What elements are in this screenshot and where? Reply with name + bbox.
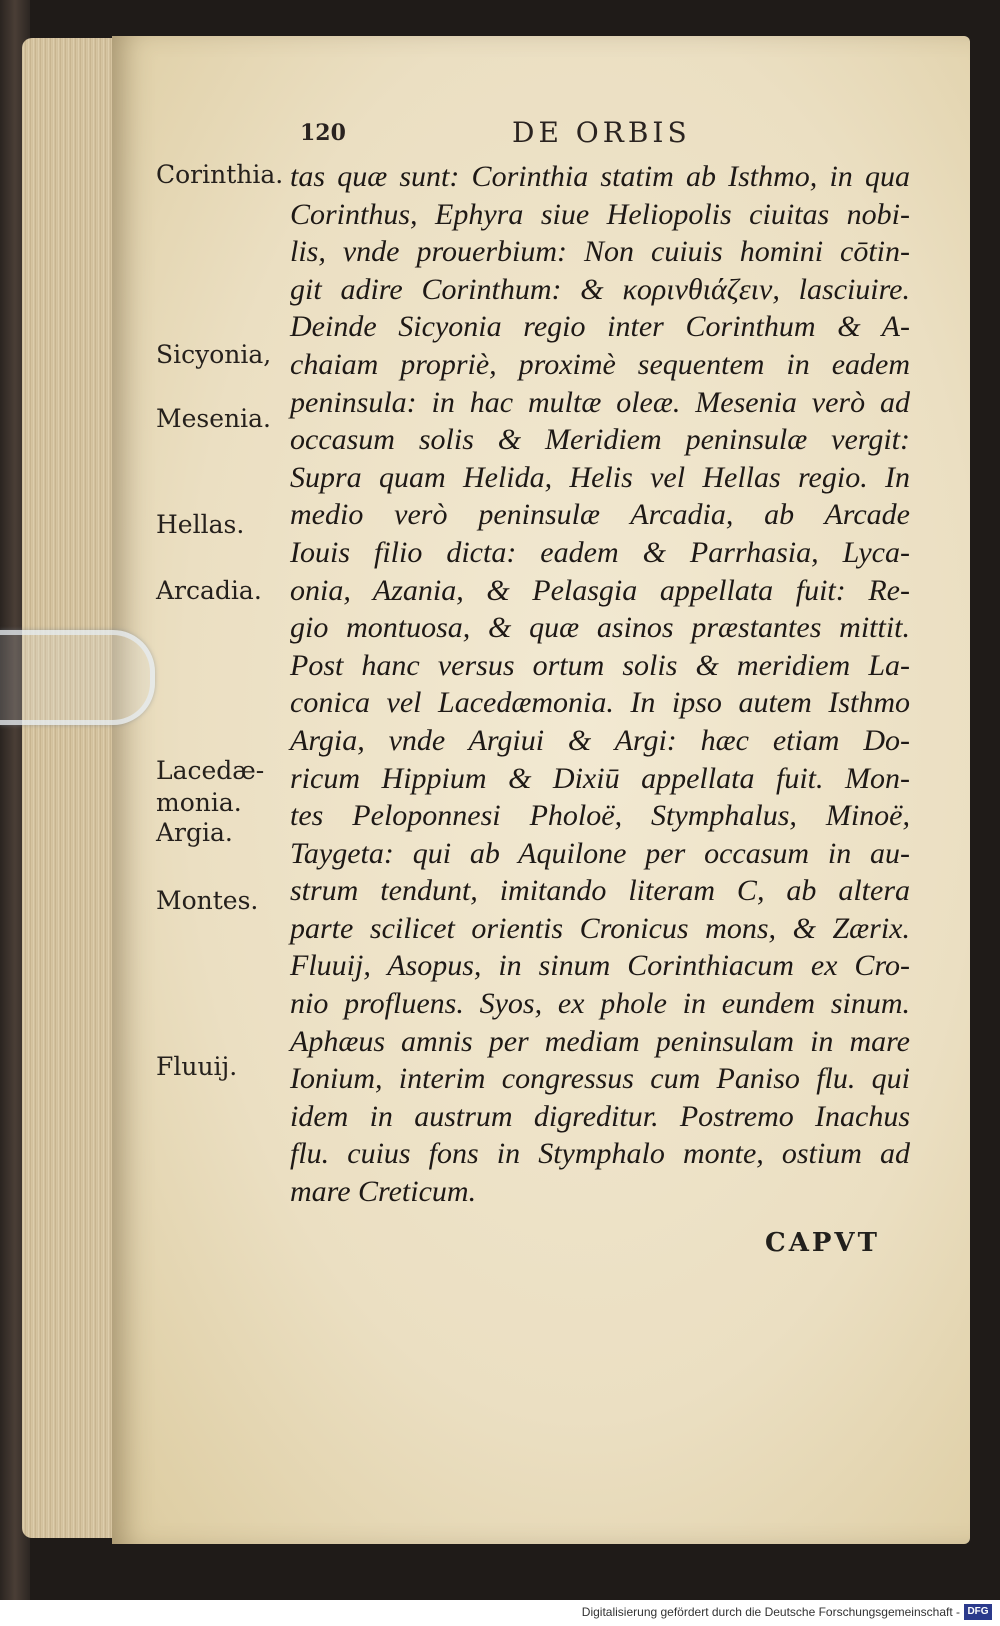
text-line: Ionium, interim congressus cum Paniso flu. qui	[290, 1062, 910, 1096]
margin-note-lacedaemonia-2: monia.	[156, 788, 242, 817]
text-line: Fluuij, Asopus, in sinum Corinthiacum ex Cro-	[290, 949, 910, 983]
text-line: git adire Corinthum: & κορινθιάζειν, lasciuire.	[290, 272, 910, 306]
text-line: Deinde Sicyonia regio inter Corinthum & A-	[290, 310, 910, 344]
margin-note-montes: Montes.	[156, 886, 259, 915]
text-line: Iouis filio dicta: eadem & Parrhasia, Lyca-	[290, 535, 910, 569]
margin-note-fluuij: Fluuij.	[156, 1052, 238, 1081]
body-text	[290, 158, 910, 1211]
page-edges	[22, 38, 114, 1538]
text-line: lis, vnde prouerbium: Non cuiuis homini cōtin-	[290, 235, 910, 269]
text-line: Supra quam Helida, Helis vel Hellas regio. In	[290, 460, 910, 494]
text-line: medio verò peninsulæ Arcadia, ab Arcade	[290, 498, 910, 532]
margin-note-corinthia: Corinthia.	[156, 160, 284, 189]
margin-note-hellas: Hellas.	[156, 510, 245, 539]
text-line: flu. cuius fons in Stymphalo monte, ostium ad	[290, 1137, 910, 1171]
footer-bar	[0, 1600, 1000, 1626]
text-line: Argia, vnde Argiui & Argi: hæc etiam Do-	[290, 723, 910, 757]
text-line: strum tendunt, imitando literam C, ab altera	[290, 874, 910, 908]
margin-note-sicyonia: Sicyonia,	[156, 340, 272, 369]
page-clip	[0, 630, 155, 725]
running-title: DE ORBIS	[512, 116, 691, 149]
text-line: tas quæ sunt: Corinthia statim ab Isthmo, in qua	[290, 160, 910, 193]
text-line: onia, Azania, & Pelasgia appellata fuit: Re-	[290, 573, 910, 607]
text-line: chaiam propriè, proximè sequentem in eadem	[290, 347, 910, 381]
text-line: nio profluens. Syos, ex phole in eundem sinum.	[290, 987, 910, 1021]
margin-note-argia: Argia.	[156, 818, 233, 847]
catchword: CAPVT	[765, 1228, 880, 1258]
text-line: Taygeta: qui ab Aquilone per occasum in au-	[290, 836, 910, 870]
page-number: 120	[300, 120, 346, 146]
margin-note-lacedaemonia-1: Lacedæ-	[156, 756, 265, 785]
page-header	[300, 112, 720, 152]
margin-note-mesenia: Mesenia.	[156, 404, 271, 433]
text-line: ricum Hippium & Dixiū appellata fuit. Mon-	[290, 761, 910, 795]
dfg-logo: DFG	[964, 1604, 992, 1620]
text-line: parte scilicet orientis Cronicus mons, & Zærix.	[290, 911, 910, 945]
text-line: tes Peloponnesi Pholoë, Stymphalus, Minoë,	[290, 799, 910, 833]
text-line: gio montuosa, & quæ asinos præstantes mittit.	[290, 611, 910, 645]
text-line: occasum solis & Meridiem peninsulæ vergit:	[290, 423, 910, 457]
text-line: conica vel Lacedæmonia. In ipso autem Isthmo	[290, 686, 910, 720]
text-line: Aphæus amnis per mediam peninsulam in mare	[290, 1024, 910, 1058]
text-line: peninsula: in hac multæ oleæ. Mesenia verò ad	[290, 385, 910, 419]
text-line: Post hanc versus ortum solis & meridiem La-	[290, 648, 910, 682]
text-line: mare Creticum.	[290, 1175, 477, 1209]
margin-note-arcadia: Arcadia.	[156, 576, 262, 605]
footer-credit: Digitalisierung gefördert durch die Deutsche Forschungsgemeinschaft -	[581, 1605, 960, 1619]
text-line: Corinthus, Ephyra siue Heliopolis ciuitas nobi-	[290, 197, 910, 231]
text-line: idem in austrum digreditur. Postremo Inachus	[290, 1099, 910, 1133]
